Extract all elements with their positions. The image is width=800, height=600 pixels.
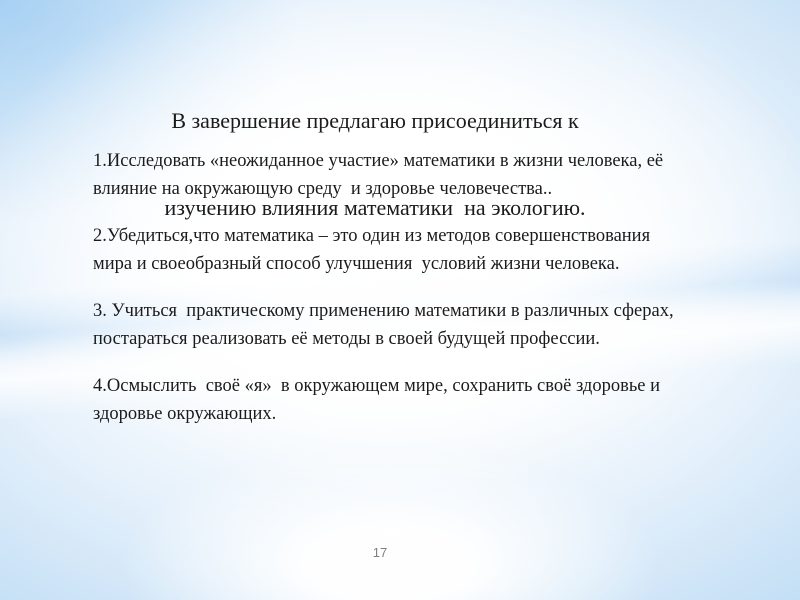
goals-list [93,147,741,447]
goal-item-1 [93,147,741,203]
goal-item-4 [93,372,741,428]
goal-item-1-line: влияние на окружающую среду и здоровье человечества.. [93,179,553,199]
goal-item-2-line: мира и своеобразный способ улучшения условий жизни человека. [93,254,620,274]
goal-item-1-line: 1.Исследовать «неожиданное участие» математики в жизни человека, её [93,151,664,171]
goal-item-4-line: 4.Осмыслить своё «я» в окружающем мире, сохранить своё здоровье и [93,376,661,396]
goal-item-3-line: 3. Учиться практическому применению математики в различных сферах, [93,301,674,321]
goal-item-3-line: постараться реализовать её методы в своей будущей профессии. [93,329,600,349]
slide-title-line: изучению влияния математики на экологию. [164,195,586,220]
goal-item-2-line: 2.Убедиться,что математика – это один из методов совершенствования [93,226,651,246]
goal-item-3 [93,297,741,353]
slide-title-line: В завершение предлагаю присоединиться к [171,108,579,133]
slide-page-number: 17 [372,545,388,560]
goal-item-4-line: здоровье окружающих. [93,404,277,424]
goal-item-2 [93,222,741,278]
